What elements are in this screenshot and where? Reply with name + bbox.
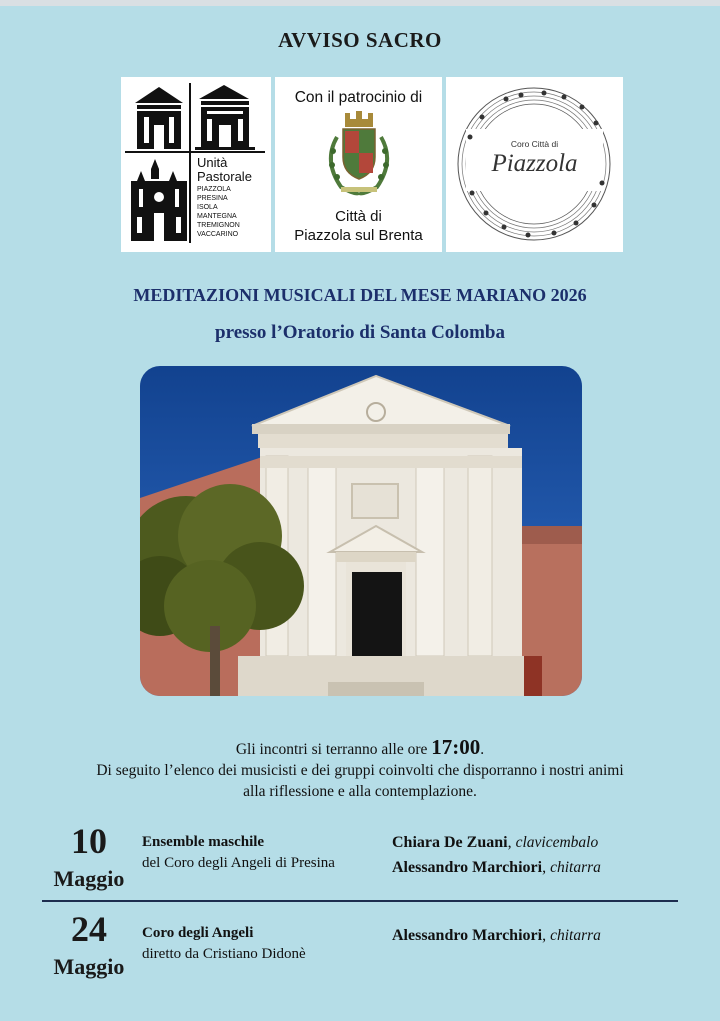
parish-item: MANTEGNA [197, 213, 237, 220]
unita-pastorale-logo [121, 77, 271, 252]
musician: Alessandro Marchiori, chitarra [392, 927, 601, 944]
schedule-info-line1 [0, 735, 720, 760]
group-description: diretto da Cristiano Didonè [142, 946, 306, 962]
group-description: del Coro degli Angeli di Presina [142, 855, 335, 871]
event-subtitle: presso l’Oratorio di Santa Colomba [215, 322, 505, 343]
musician-name: Alessandro Marchiori [392, 927, 543, 944]
event-title: MEDITAZIONI MUSICALI DEL MESE MARIANO 2026 [133, 285, 587, 305]
coro-logo [446, 77, 623, 252]
parish-item: ISOLA [197, 204, 218, 211]
city-line1: Città di [335, 208, 382, 225]
info-prefix: Gli incontri si terranno alle ore [235, 741, 432, 758]
date-day: 24 [71, 909, 107, 949]
parish-item: TREMIGNON [197, 222, 240, 229]
patrocinio-city [275, 207, 442, 245]
schedule-info-line3: alla riflessione e alla contemplazione. [243, 783, 477, 800]
musician: Chiara De Zuani, clavicembalo [392, 834, 599, 851]
divider [42, 900, 678, 902]
event-time: 17:00 [431, 735, 481, 759]
group-name: Coro degli Angeli [142, 925, 254, 941]
patrocinio-logo [275, 77, 442, 252]
page-title: AVVISO SACRO [278, 28, 442, 52]
musician-role: clavicembalo [515, 834, 599, 851]
date-day: 10 [71, 821, 107, 861]
coro-script-text: Piazzola [491, 150, 578, 177]
oratory-illustration [140, 366, 582, 696]
schedule-info-line2: Di seguito l’elenco dei musicisti e dei gruppi coinvolti che disporranno i nostri animi [96, 762, 624, 779]
top-strip [0, 0, 720, 6]
musician-name: Alessandro Marchiori [392, 859, 543, 876]
musician: Alessandro Marchiori, chitarra [392, 859, 601, 876]
parish-list [197, 185, 240, 239]
pastorale-label: Pastorale [197, 169, 252, 184]
coro-small-text: Coro Città di [510, 139, 559, 149]
parish-item: VACCARINO [197, 231, 239, 238]
date-month: Maggio [53, 866, 125, 891]
oratory-photo [140, 366, 582, 696]
info-suffix: . [480, 741, 485, 758]
musician-role: chitarra [550, 927, 601, 944]
group-name: Ensemble maschile [142, 834, 265, 850]
unita-pastorale-name [197, 156, 252, 184]
parish-item: PIAZZOLA [197, 186, 231, 193]
city-line2: Piazzola sul Brenta [294, 227, 423, 244]
date-month: Maggio [53, 954, 125, 979]
musician-name: Chiara De Zuani [392, 834, 508, 851]
unita-label: Unità [197, 155, 228, 170]
musician-role: chitarra [550, 859, 601, 876]
parish-item: PRESINA [197, 195, 228, 202]
patrocinio-title: Con il patrocinio di [294, 89, 423, 106]
